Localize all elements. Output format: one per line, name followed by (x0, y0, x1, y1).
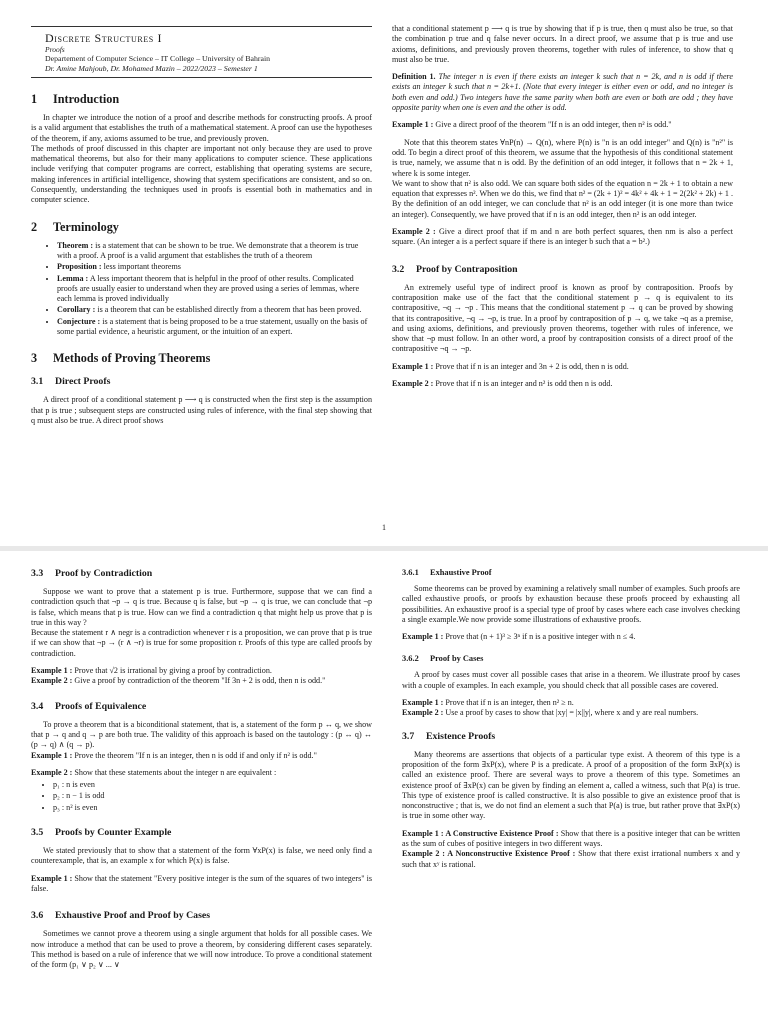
definition-1: Definition 1. The integer n is even if there exists an integer k such that n = 2k, and n is odd if there exists an integer k such that n = 2k+1. (Note that every integer is either even or odd, and no integer is both even and odd.) Two integers have the same parity when both are even or both are odd ; they have opposite parity when one is even and the other is odd. (392, 72, 733, 113)
subsection-heading-contraposition: 3.2 Proof by Contraposition (392, 263, 518, 275)
paragraph: Many theorems are assertions that objects of a particular type exist. A theorem of this type is a proposition of the form ∃xP(x), where P is a predicate. A proof of a proposition of the form ∃xP(x) is called an existence proof. There are several ways to prove a theorem of this type. Sometimes an existence proof of ∃xP(x) can be given by finding an element a, called a witness, such that P(a) is true. This type of existence proof is called constructive. It is also possible to give an existence proof that is nonconstructive ; that is, we do not find an element a such that P(a) is true, but rather prove that ∃xP(x) is true in some other way. (402, 749, 740, 821)
paragraph: We want to show that n² is also odd. We can square both sides of the equation n = 2k + 1 to obtain a new equation that expresses n². When we do this, we find that n² = (2k + 1)² = 4k² + 4k + 1 = 2(2k² + 2k) + 1 . By the definition of an odd integer, we can conclude that n² is an odd integer (it is one more than twice an integer). Consequently, we have proved that if n is an odd integer, then n² is an odd integer. (392, 178, 733, 219)
subsection-heading-contradiction: 3.3 Proof by Contradiction (31, 568, 153, 579)
example: Example 1 : Prove the theorem "If n is an integer, then n is odd if and only if n² is odd." (31, 750, 317, 760)
paragraph: Because the statement r ∧ negr is a contradiction whenever r is a proposition, we can prove that p is true if we can show that ¬p → (r ∧ ¬r) is true for some proposition r. Proofs of this type are called proofs by contradiction. (31, 628, 372, 658)
paragraph: To prove a theorem that is a biconditional statement, that is, a statement of the form p ↔ q, we show that p → q and q → p are both true. The validity of this approach is based on the tautology : (p ↔ q) ↔ (p → q) ∧ (q → p). (31, 719, 372, 750)
subsection-heading-equivalence: 3.4 Proofs of Equivalence (31, 700, 147, 712)
list-item: • p₃ : n² is even (53, 803, 372, 813)
list-item: • p₁ : n is even (53, 780, 372, 790)
example: Example 1 : Prove that (n + 1)³ ≥ 3ⁿ if n is a positive integer with n ≤ 4. (402, 632, 636, 642)
course-title: Discrete Structures I (45, 31, 163, 45)
example: Example 1 : Give a direct proof of the theorem "If n is an odd integer, then n² is odd." (392, 120, 672, 130)
page-2 (0, 552, 768, 1024)
example: Example 2 : Prove that if n is an integer and n² is odd then n is odd. (392, 379, 613, 389)
page-1-left-column (31, 26, 372, 426)
subsection-heading-existence: 3.7 Existence Proofs (402, 730, 496, 742)
paragraph: The methods of proof discussed in this chapter are important not only because they are used to prove mathematical theorems, but also for their many applications to computer science. These applications include verifying that computer programs are correct, establishing that operating systems are secure, making inferences in artificial intelligence, showing that system specifications are consistent, and so on. Consequently, understanding the techniques used in proofs is essential both in mathematics and in computer science. (31, 143, 372, 205)
example: Example 1 : A Constructive Existence Proof : Show that there is a positive integer that can be written as the sum of cubes of positive integers in two different ways. (402, 828, 740, 849)
example: Example 2 : Use a proof by cases to show that |xy| = |x||y|, where x and y are real numbers. (402, 708, 699, 718)
list-item: • Theorem : is a statement that can be shown to be true. We demonstrate that a theorem is true with a proof. A proof is a valid argument that establishes the truth of a theorem (57, 241, 372, 262)
list-item: • Proposition : less important theorems (57, 262, 372, 272)
example: Example 2 : Show that these statements about the integer n are equivalent : (31, 767, 277, 777)
paragraph: Some theorems can be proved by examining a relatively small number of examples. Such proofs are called exhaustive proofs, or proofs by exhaustion because these proofs proceed by exhausting all possibilities. An exhaustive proof is a special type of proof by cases where each case involves checking a single example.We now provide some illustrations of exhaustive proofs. (402, 584, 740, 624)
example: Example 1 : Prove that if n is an integer and 3n + 2 is odd, then n is odd. (392, 361, 629, 371)
paragraph: Sometimes we cannot prove a theorem using a single argument that holds for all possible cases. We now introduce a method that can be used to prove a theorem, by considering different cases separately. This method is based on a rule of inference that we will now introduce. To prove a conditional statement of the form (p₁ ∨ p₂ ∨ ... ∨ (31, 929, 372, 970)
list-item: • Lemma : A less important theorem that is helpful in the proof of other results. Complicated proofs are usually easier to understand when they are proved using a series of lemmas, where each lemma is proved individually (57, 274, 372, 305)
paragraph: Note that this theorem states ∀nP(n) → Q(n), where P(n) is "n is an odd integer" and Q(n) is "n²" is odd. To begin a direct proof of this theorem, we assume that the hypothesis of this conditional statement is true, namely, we assume that n is odd. By the definition of an odd integer, it follows that n = 2k + 1, where k is some integer. (392, 137, 733, 178)
example: Example 2 : Give a direct proof that if m and n are both perfect squares, then nm is also a perfect square. (An integer a is a perfect square if there is an integer b such that a = b².) (392, 227, 733, 247)
example: Example 2 : Give a proof by contradiction of the theorem "If 3n + 2 is odd, then n is odd." (31, 676, 326, 686)
subsection-heading-exhaustive-cases: 3.6 Exhaustive Proof and Proof by Cases (31, 910, 211, 922)
authors-line: Dr. Amine Mahjoub, Dr. Mohamed Mazin – 2022/2023 – Semester 1 (45, 63, 258, 73)
paragraph: We stated previously that to show that a statement of the form ∀xP(x) is false, we need only find a counterexample, that is, an example x for which P(x) is false. (31, 846, 372, 866)
page-2-right-column (402, 568, 740, 870)
subsection-heading-direct-proofs: 3.1 Direct Proofs (31, 376, 111, 388)
document-header (31, 26, 372, 78)
section-heading-introduction: 1 Introduction (31, 92, 120, 106)
subsubsection-heading-exhaustive-proof: 3.6.1 Exhaustive Proof (402, 568, 492, 577)
list-item: • p₂ : n − 1 is odd (53, 791, 372, 801)
section-heading-terminology: 2 Terminology (31, 219, 119, 234)
list-item: • Corollary : is a theorem that can be established directly from a theorem that has been proved. (57, 305, 372, 315)
page-divider (0, 546, 768, 551)
page-number: 1 (382, 523, 386, 532)
example: Example 1 : Show that the statement "Every positive integer is the sum of the squares of two integers" is false. (31, 873, 372, 893)
page-1-right-column (392, 26, 733, 389)
subsection-heading-counter-example: 3.5 Proofs by Counter Example (31, 827, 172, 839)
paragraph: that a conditional statement p ⟶ q is true by showing that if p is true, then q must also be true, so that the combination p true and q false never occurs. In a direct proof, we assume that p is true and use axioms, definitions, and previously proven theorems, together with rules of inference, to show that q must also be true. (392, 24, 733, 64)
section-heading-methods: 3 Methods of Proving Theorems (31, 351, 211, 366)
paragraph: In chapter we introduce the notion of a proof and describe methods for constructing proofs. A proof is a valid argument that establishes the truth of a mathematical statement. A proof can use the hypotheses of the theorem, if any, axioms assumed to be true, and previously proven. (31, 113, 372, 143)
paragraph: A proof by cases must cover all possible cases that arise in a theorem. We illustrate proof by cases with a couple of examples. In each example, you should check that all possible cases are covered. (402, 670, 740, 690)
equivalence-list (31, 780, 372, 813)
subsubsection-heading-proof-by-cases: 3.6.2 Proof by Cases (402, 654, 484, 664)
document-subtitle: Proofs (45, 45, 65, 54)
example: Example 1 : Prove that if n is an integer, then n² ≥ n. (402, 698, 574, 708)
paragraph: An extremely useful type of indirect proof is known as proof by contraposition. Proofs by contraposition make use of the fact that the conditional statement p → q is equivalent to its contrapositive, ¬q → ¬p . This means that the conditional statement p → q can be proved by showing that its contrapositive, ¬q → ¬p, is true. In a proof by contraposition of p → q, we take ¬q as a premise, and using axioms, definitions, and previously proven theorems, together with rules of inference, we show that ¬p must follow. In an other word, a proof by contraposition consists of a direct proof of the contrapositive ¬q → ¬p. (392, 282, 733, 354)
terminology-list (31, 241, 372, 338)
list-item: • Conjecture : is a statement that is being proposed to be a true statement, usually on the basis of some partial evidence, a heuristic argument, or the intuition of an expert. (57, 317, 372, 338)
paragraph: A direct proof of a conditional statement p ⟶ q is constructed when the first step is the assumption that p is true ; subsequent steps are constructed using rules of inference, with the final step showing that q must also be true. A direct proof shows (31, 395, 372, 425)
paragraph: Suppose we want to prove that a statement p is true. Furthermore, suppose that we can find a contradiction qsuch that ¬p → q is true. Because q is false, but ¬p → q is true, we can conclude that ¬p is false, which means that p is true. How can we find a contradiction q that might help us prove that p is true in this way ? (31, 587, 372, 627)
example: Example 1 : Prove that √2 is irrational by giving a proof by contradiction. (31, 666, 272, 676)
example: Example 2 : A Nonconstructive Existence Proof : Show that there exist irrational numbers x and y such that xʸ is rational. (402, 849, 740, 869)
page-2-left-column (31, 568, 372, 970)
department-line: Departement of Computer Science – IT College – University of Bahrain (45, 54, 271, 63)
